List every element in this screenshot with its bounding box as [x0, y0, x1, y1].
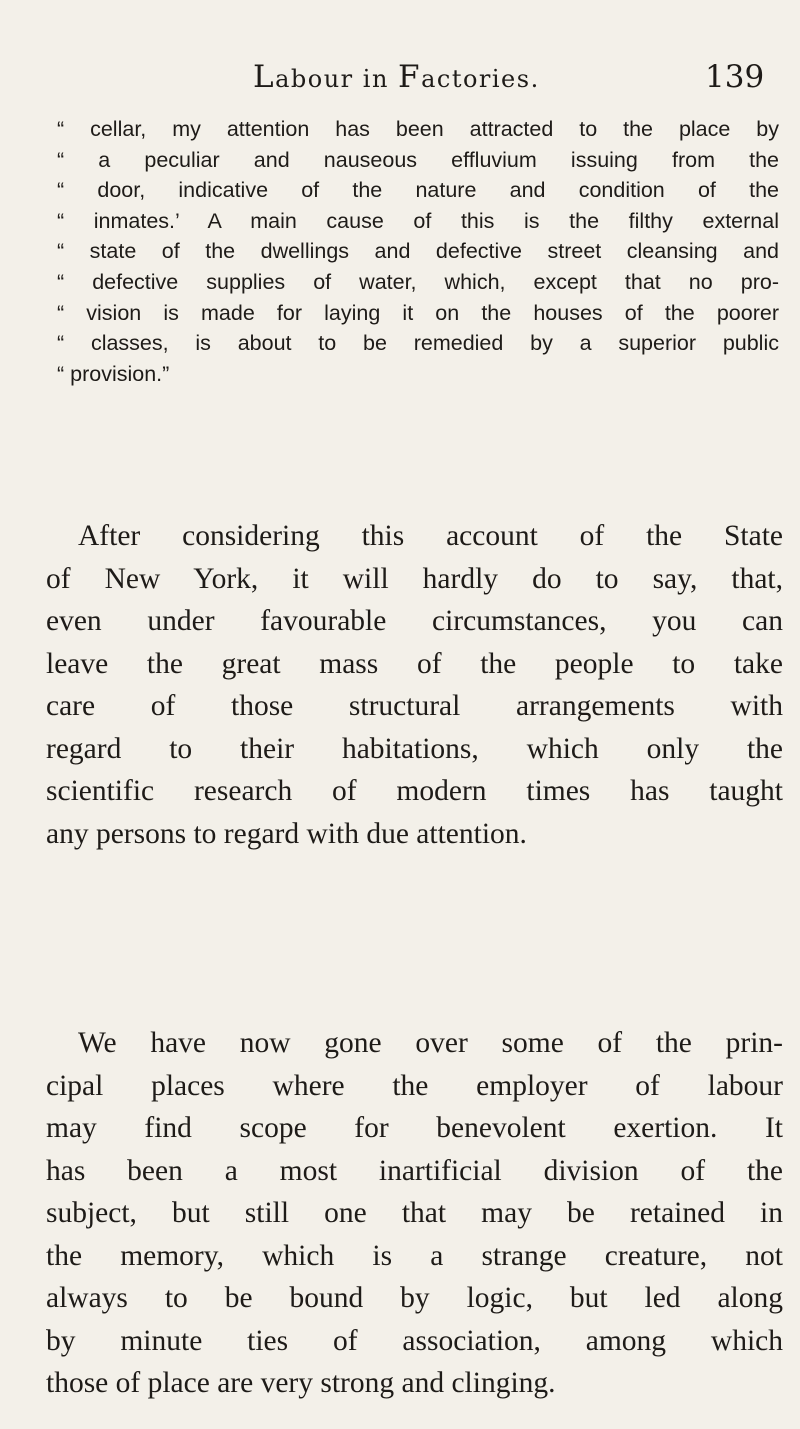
title-initial: L	[253, 59, 276, 95]
paragraph-line: care of those structural arrangements with	[46, 690, 783, 722]
paragraph-line: those of place are very strong and clinging.	[46, 1367, 556, 1399]
paragraph-line: leave the great mass of the people to take	[46, 647, 783, 680]
paragraph-line: by minute ties of association, among which	[46, 1324, 783, 1357]
paragraph-line: has been a most inartificial division of the	[46, 1154, 783, 1187]
quote-line: “ door, indicative of the nature and condition of the	[57, 178, 779, 203]
quote-line: “ provision.”	[57, 361, 170, 386]
paragraph-line: of New York, it will hardly do to say, that,	[46, 562, 783, 595]
title-initial: F	[398, 59, 422, 95]
paragraph-line: After considering this account of the State	[78, 520, 783, 552]
paragraph-line: We have now gone over some of the prin-	[78, 1027, 783, 1059]
paragraph-line: subject, but still one that may be retained in	[46, 1197, 783, 1229]
paragraph-line: the memory, which is a strange creature, not	[46, 1239, 783, 1272]
paragraph-line: cipal places where the employer of labour	[46, 1069, 783, 1102]
quote-line: “ cellar, my attention has been attracted to the place by	[57, 117, 779, 141]
paragraph-line: may find scope for benevolent exertion. It	[46, 1112, 783, 1144]
quote-line: “ defective supplies of water, which, except that no pro-	[57, 269, 779, 294]
running-head-title	[253, 52, 540, 104]
running-head	[0, 52, 800, 102]
title-small-caps: actories.	[421, 65, 540, 93]
quote-line: “ vision is made for laying it on the houses of the poorer	[57, 300, 779, 325]
paragraph-line: any persons to regard with due attention.	[46, 817, 527, 850]
block-quote	[57, 114, 779, 389]
paragraph-line: scientific research of modern times has taught	[46, 775, 783, 807]
paragraph-line: always to be bound by logic, but led along	[46, 1282, 783, 1314]
paragraph-line: regard to their habitations, which only the	[46, 732, 783, 765]
quote-line: “ inmates.’ A main cause of this is the filthy external	[57, 208, 779, 233]
page-number: 139	[705, 59, 765, 95]
quote-line: “ a peculiar and nauseous effluvium issuing from the	[57, 147, 779, 172]
quote-line: “ classes, is about to be remedied by a superior public	[57, 331, 779, 356]
title-small-caps: abour in	[275, 65, 399, 93]
body-paragraph	[46, 1022, 783, 1405]
paragraph-line: even under favourable circumstances, you can	[46, 605, 783, 637]
quote-line: “ state of the dwellings and defective street cleansing and	[57, 239, 779, 264]
body-paragraph	[46, 515, 783, 855]
